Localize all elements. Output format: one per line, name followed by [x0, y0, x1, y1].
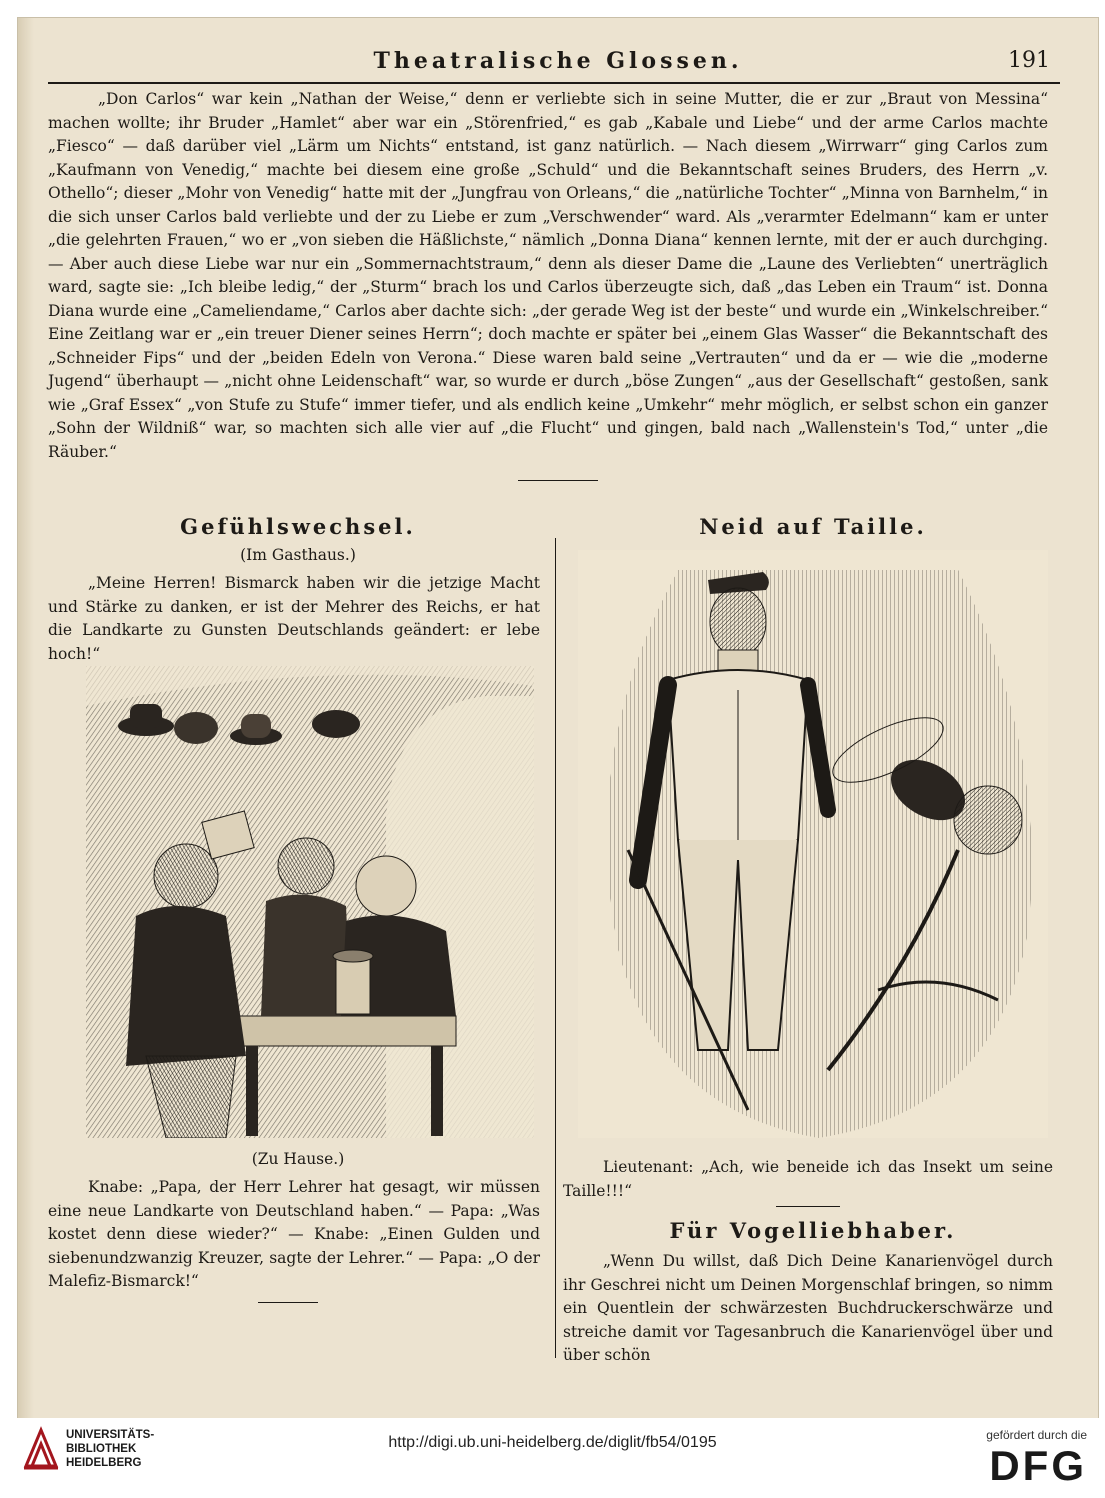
lieutenant-engraving: [578, 550, 1048, 1138]
left-subheading: (Im Gasthaus.): [240, 546, 356, 564]
column-divider: [555, 538, 556, 1358]
left-end-rule: [258, 1302, 318, 1303]
toast-paragraph: „Meine Herren! Bismarck haben wir die jetzige Macht und Stärke zu danken, er ist der Mehrer des Reichs, er hat die Landkarte zu Gunsten Deutschlands geändert: er lebe hoch!“: [48, 574, 540, 663]
viewer-footer: [0, 1418, 1105, 1498]
right-section-rule: [776, 1206, 840, 1207]
lieutenant-illustration: [578, 550, 1048, 1138]
running-title: Theatralische Glossen.: [373, 48, 743, 74]
header-rule: [48, 82, 1060, 84]
permalink-url[interactable]: http://digi.ub.uni-heidelberg.de/diglit/fb54/0195: [388, 1434, 717, 1451]
university-name: UNIVERSITÄTS- BIBLIOTHEK HEIDELBERG: [66, 1429, 155, 1469]
lieutenant-caption: Lieutenant: „Ach, wie beneide ich das Insekt um seine Taille!!!“: [563, 1158, 1053, 1200]
tavern-caption: (Zu Hause.): [251, 1150, 345, 1168]
section-divider: [518, 480, 598, 481]
right-heading: Neid auf Taille.: [699, 514, 927, 539]
tavern-engraving: [86, 666, 534, 1138]
right-heading-2: Für Vogelliebhaber.: [669, 1218, 957, 1243]
tavern-illustration: [86, 666, 534, 1138]
left-heading: Gefühlswechsel.: [180, 514, 416, 539]
father-son-dialogue: Knabe: „Papa, der Herr Lehrer hat gesagt, wir müssen eine neue Landkarte von Deutschland haben.“ — Papa: „Was kostet denn diese wieder?“ — Knabe: „Einen Gulden und siebenundzwanzig Kreuzer, sagte der Lehrer.“ — Papa: „O der Malefiz-Bismarck!“: [48, 1178, 540, 1290]
intro-paragraph: „Don Carlos“ war kein „Nathan der Weise,“ denn er verliebte sich in seine Mutter, die er zur „Braut von Messina“ machen wollte; ihr Bruder „Hamlet“ aber war ein „Störenfried,“ es gab „Kabale und Liebe“ und der arme Carlos machte „Fiesco“ — daß darüber viel „Lärm um Nichts“ entstand, ist ganz natürlich. — Nach diesem „Wirrwarr“ ging Carlos zum „Kaufmann von Venedig,“ machte bei diesem eine große „Schuld“ und die Bekanntschaft seines Bruders, des Herrn „v. Othello“; dieser „Mohr von Venedig“ hatte mit der „Jungfrau von Orleans,“ die „natürliche Tochter“ „Minna von Barnhelm,“ in die sich unser Carlos bald verliebte und der zu Liebe er zum „Verschwender“ ward. Als „verarmter Edelmann“ kam er unter „die gelehrten Frauen,“ wo er „von sieben die Häßlichste,“ nämlich „Donna Diana“ kennen lernte, mit der er auch durchging. — Aber auch diese Liebe war nur ein „Sommernachtstraum,“ denn als dieser Dame die „Laune des Verliebten“ unerträglich ward, sagte sie: „Ich bleibe ledig,“ der „Sturm“ brach los und Carlos überzeugte sich, daß „das Leben ein Traum“ ist. Donna Diana wurde eine „Cameliendame,“ Carlos aber dachte sich: „der gerade Weg ist der beste“ und wurde ein „Winkelschreiber.“ Eine Zeitlang war er „ein treuer Diener seines Herrn“; doch machte er später bei „einem Glas Wasser“ die Bekanntschaft des „Schneider Fips“ und der „beiden Edeln von Verona.“ Diese waren bald seine „Vertrauten“ und da er — wie die „moderne Jugend“ überhaupt — „nicht ohne Leidenschaft“ war, so wurde er durch „böse Zungen“ „aus der Gesellschaft“ gestoßen, sank wie „Graf Essex“ „von Stufe zu Stufe“ immer tiefer, und als endlich keine „Umkehr“ mehr möglich, er selbst schon ein ganzer „Sohn der Wildniß“ war, so machten sich alle vier auf „die Flucht“ und gingen, bald nach „Wallenstein's Tod,“ unter „die Räuber.“: [48, 90, 1048, 461]
beer-stein: [333, 950, 373, 1014]
page-spine-shadow: [18, 18, 34, 1418]
page-number: 191: [1008, 48, 1050, 73]
dfg-logo: DFG: [989, 1442, 1087, 1489]
bird-lover-paragraph: „Wenn Du willst, daß Dich Deine Kanarienvögel durch ihr Geschrei nicht um Deinen Morgenschlaf bringen, so nimm ein Quentlein der schwärzesten Buchdruckerschwärze und streiche damit vor Tagesanbruch die Kanarienvögel über und über schön: [563, 1252, 1053, 1364]
scanned-page: [18, 18, 1098, 1418]
funded-by-text: gefördert durch die: [986, 1428, 1087, 1442]
